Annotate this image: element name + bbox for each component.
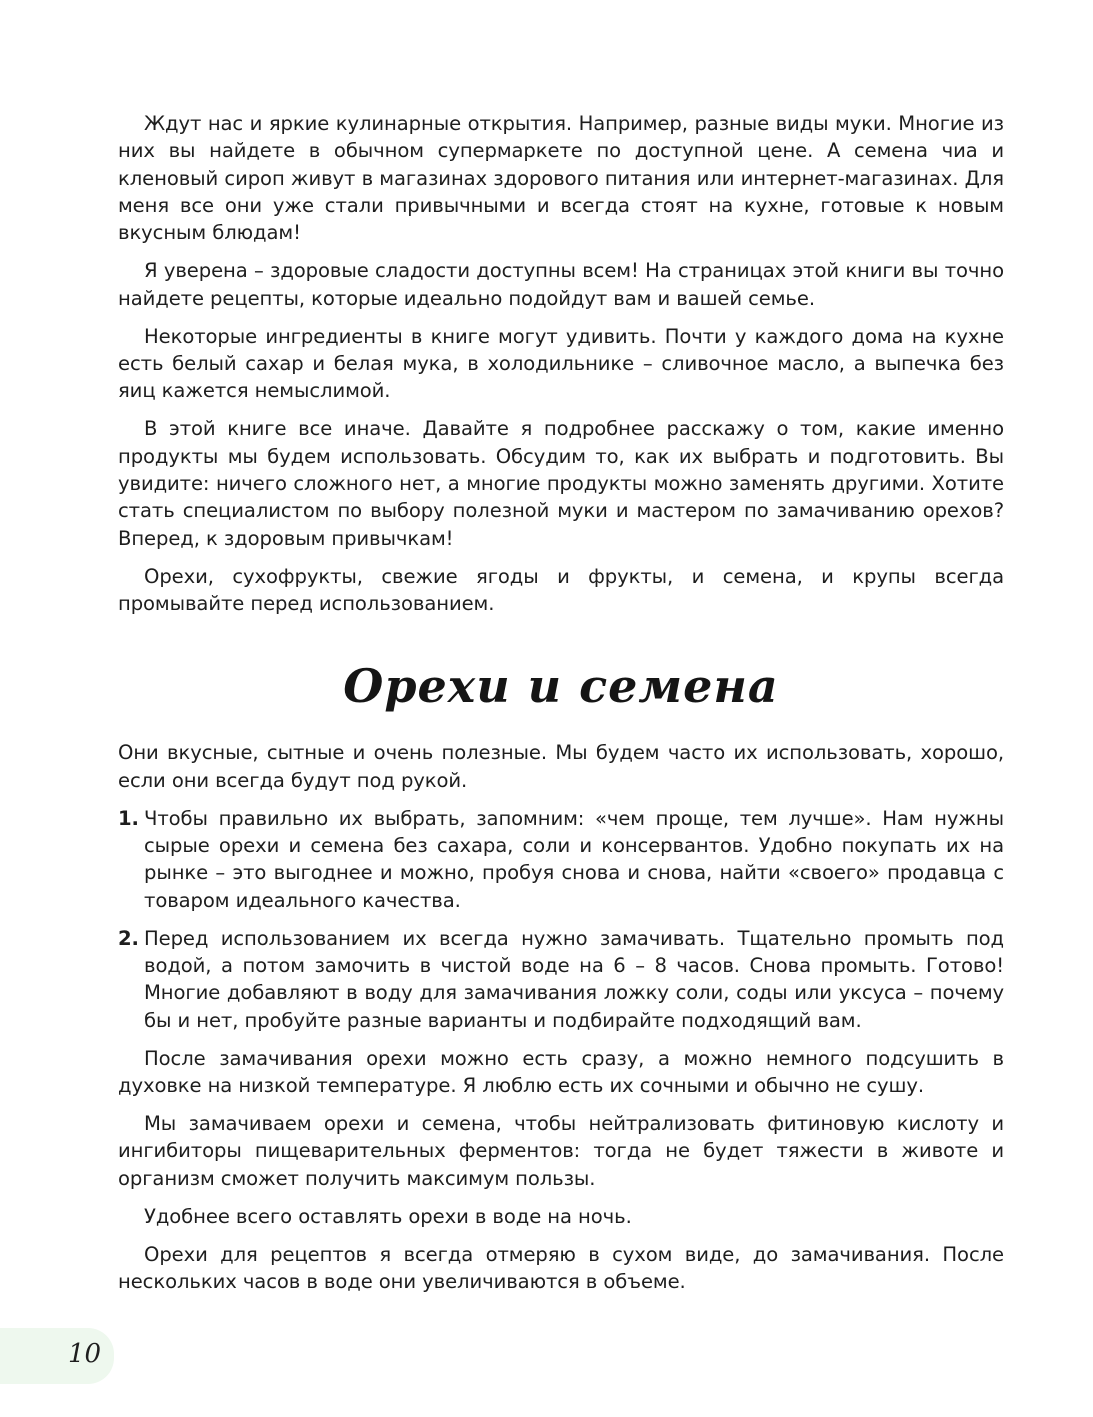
paragraph: После замачивания орехи можно есть сразу, а можно немного подсушить в духовке на низкой температуре. Я люблю есть их сочными и обычно не сушу. <box>118 1046 1004 1097</box>
paragraph: Ждут нас и яркие кулинарные открытия. Например, разные виды муки. Многие из них вы найдете в обычном супермаркете по доступной цене. А семена чиа и кленовый сироп живут в магазинах здорового питания или интернет-магазинах. Для меня все они уже стали привычными и всегда стоят на кухне, готовые к новым вкусным блюдам! <box>118 112 1004 245</box>
paragraph: Орехи, сухофрукты, свежие ягоды и фрукты, и семена, и крупы всегда промывайте перед использованием. <box>118 564 1004 615</box>
list-item-number: 1. <box>118 806 139 830</box>
list-item-number: 2. <box>118 926 139 950</box>
page-content <box>118 110 1004 1306</box>
list-item <box>118 805 1004 914</box>
paragraph: Мы замачиваем орехи и семена, чтобы нейтрализовать фитиновую кислоту и ингибиторы пищеварительных ферментов: тогда не будет тяжести в животе и организм сможет получить максимум пользы. <box>118 1111 1004 1190</box>
paragraph: Орехи для рецептов я всегда отмеряю в сухом виде, до замачивания. После нескольких часов в воде они увеличиваются в объеме. <box>118 1242 1004 1294</box>
section-intro: Они вкусные, сытные и очень полезные. Мы будем часто их использовать, хорошо, если они всегда будут под рукой. <box>118 741 1004 792</box>
paragraph: Некоторые ингредиенты в книге могут удивить. Почти у каждого дома на кухне есть белый сахар и белая мука, в холодильнике – сливочное масло, а выпечка без яиц кажется немыслимой. <box>118 324 1004 403</box>
page-number: 10 <box>68 1339 102 1369</box>
list-item-text: Чтобы правильно их выбрать, запомним: «чем проще, тем лучше». Нам нужны сырые орехи и семена без сахара, соли и консервантов. Удобно покупать их на рынке – это выгоднее и можно, пробуя снова и снова, найти «своего» продавца с товаром идеального качества. <box>144 806 1004 912</box>
list-item-text: Перед использованием их всегда нужно замачивать. Тщательно промыть под водой, а потом замочить в чистой воде на 6 – 8 часов. Снова промыть. Готово! Многие добавляют в воду для замачивания ложку соли, соды или уксуса – почему бы и нет, пробуйте разные варианты и подбирайте подходящий вам. <box>144 926 1004 1032</box>
paragraph: В этой книге все иначе. Давайте я подробнее расскажу о том, какие именно продукты мы будем использовать. Обсудим то, как их выбрать и подготовить. Вы увидите: ничего сложного нет, а многие продукты можно заменять другими. Хотите стать специалистом по выбору полезной муки и мастером по замачиванию орехов? Вперед, к здоровым привычкам! <box>118 417 1004 550</box>
section-heading: Орехи и семена <box>343 659 779 714</box>
paragraph: Я уверена – здоровые сладости доступны всем! На страницах этой книги вы точно найдете рецепты, которые идеально подойдут вам и вашей семье. <box>118 259 1004 310</box>
paragraph: Удобнее всего оставлять орехи в воде на ночь. <box>144 1204 632 1228</box>
list-item <box>118 925 1004 1034</box>
